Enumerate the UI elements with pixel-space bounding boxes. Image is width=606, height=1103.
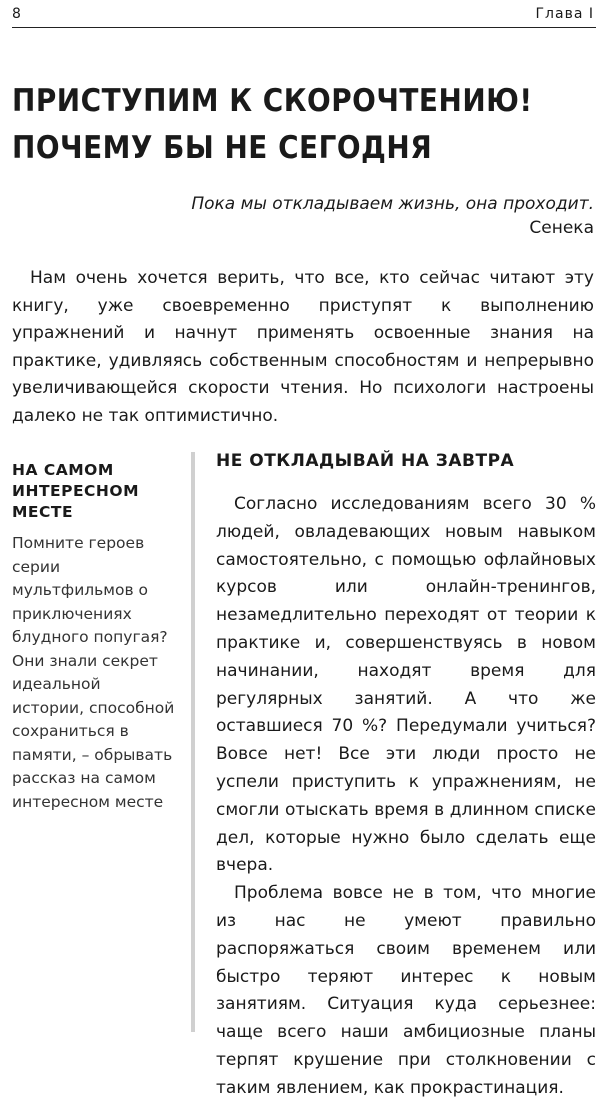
- header-divider: [12, 27, 596, 28]
- chapter-title: [12, 78, 592, 172]
- epigraph-author: Сенека: [529, 218, 594, 238]
- epigraph-quote: Пока мы откладываем жизнь, она проходит.: [191, 194, 594, 214]
- article-section: [216, 450, 596, 1103]
- sidebar-text: Помните героев серии мультфильмов о приключениях блудного попугая? Они знали секрет идеальной истории, способной сохраниться в памяти, – обрывать рассказ на самом интересном месте: [12, 534, 175, 811]
- running-header: [12, 6, 594, 26]
- epigraph: [94, 192, 594, 240]
- article-paragraph-1: Согласно исследованиям всего 30 % людей, овладевающих новым навыком самостоятельно, с помощью офлайновых курсов или онлайн-тренингов, незамедлительно переходят от теории к практике и, совершенствуясь в новом начинании, находят время для регулярных занятий. А что же оставшиеся 70 %? Передумали учиться? Вовсе нет! Все эти люди просто не успели приступить к упражнениям, не смогли отыскать время в длинном списке дел, которые нужно было сделать еще вчера.: [216, 494, 596, 876]
- page-number: 8: [12, 6, 21, 22]
- sidebar-note: [12, 460, 177, 814]
- intro-paragraph: Нам очень хочется верить, что все, кто сейчас читают эту книгу, уже своевременно приступят к выполнению упражнений и начнут применять освоенные знания на практике, удивляясь собственным способностям и непрерывно увеличивающейся скорости чтения. Но психологи настроены далеко не так оптимистично.: [12, 268, 594, 426]
- section-heading: НЕ ОТКЛАДЫВАЙ НА ЗАВТРА: [216, 451, 515, 471]
- article-paragraph-2: Проблема вовсе не в том, что многие из нас не умеют правильно распоряжаться своим временем или быстро теряют интерес к новым занятиям. Ситуация куда серьезнее: чаще всего наши амбициозные планы терпят крушение при столкновении с таким явлением, как прокрастинация.: [216, 883, 596, 1098]
- sidebar-title: НА САМОМ ИНТЕРЕСНОМ МЕСТЕ: [12, 461, 140, 521]
- running-head-chapter: Глава I: [535, 6, 594, 22]
- sidebar-divider: [191, 452, 195, 1032]
- chapter-title-line-1: ПРИСТУПИМ К СКОРОЧТЕНИЮ!: [12, 83, 533, 119]
- chapter-title-line-2: ПОЧЕМУ БЫ НЕ СЕГОДНЯ: [12, 130, 433, 166]
